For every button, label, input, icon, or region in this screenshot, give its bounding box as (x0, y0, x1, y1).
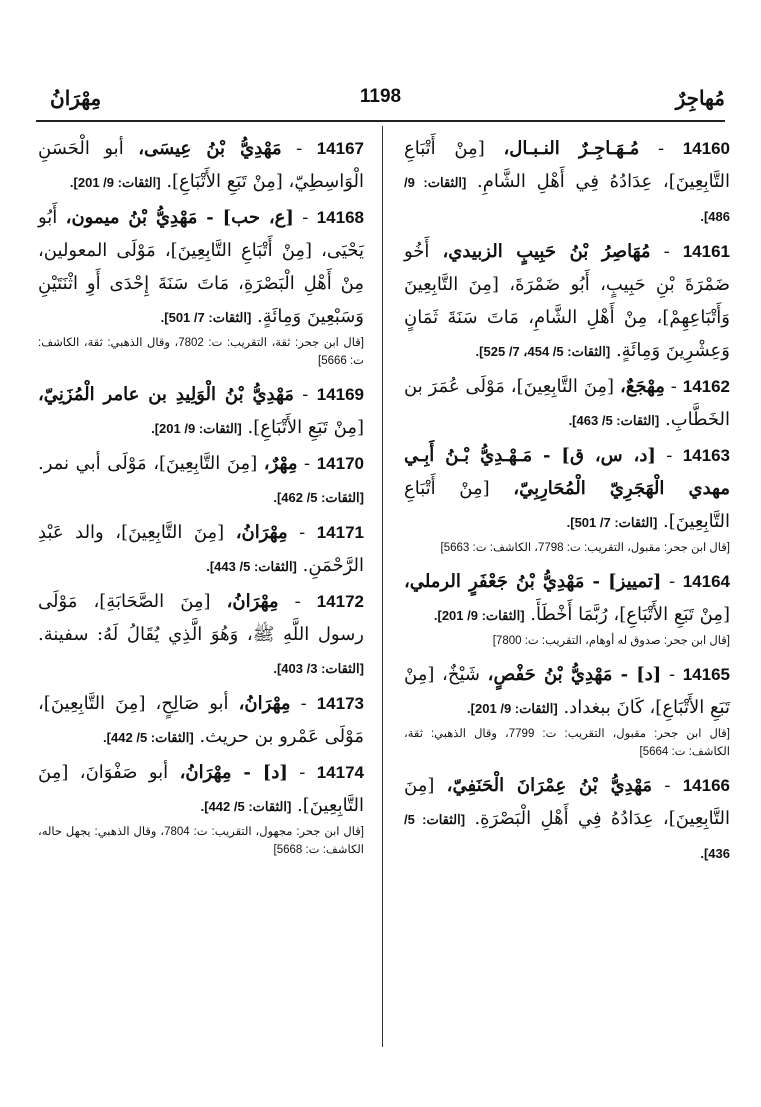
entry-source: [الثقات: 9/ 201]. (433, 608, 525, 623)
entry: 14160 - مُـهَـاجِـرٌ النـبـال، [مِنْ أَتْبَاعِ التَّابِعِينَ]، عِدَادُهُ فِي أَهْلِ الشَّامِ. [الثقات: 9/ 486]. (404, 138, 730, 224)
entry-number: 14165 (682, 665, 730, 684)
entry-text: [مِنْ تَبَعِ الأَتْبَاعِ]. (247, 417, 364, 438)
entry-name: [تمييز] - مَهْدِيُّ بْنُ جَعْفَرٍ الرملي، (404, 571, 662, 592)
entry-number: 14168 (316, 208, 364, 227)
entry-number: 14174 (316, 763, 364, 782)
header-right-word: مُهاجِرٌ (675, 86, 725, 110)
entry-name: [د] - مَهْدِيُّ بْنُ حَفْصٍ، (487, 664, 662, 685)
entry-text: أَبُو يَحْيَى، [مِنْ أَتْبَاعِ التَّابِعِينَ]، مَوْلَى المعولين، مِنْ أَهْلِ الْبَصْرَةِ، مَاتَ سَنَةَ إِحْدَى أَوِ اثْنَتَيْنِ وَسَبْعِينَ وَمِائَةٍ. (38, 207, 364, 327)
left-column (38, 132, 364, 867)
entry-text: [مِنْ أَتْبَاعِ التَّابِعِينَ]. (404, 478, 730, 532)
entry-name: [د، س، ق] - مَـهْـدِيُّ بْـنُ أَبِـي مهدي الْهَجَرِيّ الْمُحَارِبِيّ، (404, 445, 730, 499)
entry-text: [مِنَ التَّابِعِينَ]، والد عَبْدِ الرَّحْمَنِ. (38, 522, 364, 576)
header-rule (36, 120, 725, 122)
entry-source: [الثقات: 5/ 462]. (273, 490, 364, 505)
entry-number: 14166 (682, 776, 730, 795)
entry-name: مُـهَـاجِـرٌ النـبـال، (503, 138, 640, 159)
right-column (404, 132, 730, 872)
entry-text: أَخُو ضَمْرَةَ بْنِ حَبِيبٍ، أَبُو ضَمْرَةَ، [مِنَ التَّابِعِينَ وَأَتْبَاعِهِمْ]، مِنْ أَهْلِ الشَّامِ، مَاتَ سَنَةَ ثَمَانٍ وَعِشْرِينَ وَمِائَةٍ. (404, 241, 730, 361)
entry-text: شَيْخٌ، [مِنْ تَبَعِ الأَتْبَاعِ]، كَانَ ببغداد. (404, 664, 730, 718)
entry-text: [مِنَ التَّابِعِينَ]، مَوْلَى عُمَرَ بن الخَطَّابِ. (404, 376, 730, 430)
entry-number: 14170 (316, 454, 364, 473)
entry: 14164 - [تمييز] - مَهْدِيُّ بْنُ جَعْفَرٍ الرملي، [مِنْ تَبَعِ الأَتْبَاعِ]، رُبَّمَا أَخْطَأَ. [الثقات: 9/ 201]. (404, 571, 730, 625)
entry-name: مِهْرَانُ، (226, 591, 279, 612)
entry-text: [مِنَ الصَّحَابَةِ]، مَوْلَى رسول اللَّهِ ﷺ، وَهُوَ الَّذِي يُقَالُ لَهُ: سفينة. (38, 591, 364, 645)
entry: 14171 - مِهْرَانُ، [مِنَ التَّابِعِينَ]، والد عَبْدِ الرَّحْمَنِ. [الثقات: 5/ 443]. (38, 522, 364, 576)
entry-note: [قال ابن جحر: صدوق له أوهام، التقريب: ت: 7800] (492, 635, 730, 647)
entry-name: [ع، حب] - مَهْدِيُّ بْنُ ميمون، (65, 207, 294, 228)
entry: 14163 - [د، س، ق] - مَـهْـدِيُّ بْـنُ أَبِـي مهدي الْهَجَرِيّ الْمُحَارِبِيّ، [مِنْ أَتْبَاعِ التَّابِعِينَ]. [الثقات: 7/ 501]. (404, 445, 730, 532)
entry-source: [الثقات: 5/ 454، 7/ 525]. (475, 344, 611, 359)
entry: 14165 - [د] - مَهْدِيُّ بْنُ حَفْصٍ، شَيْخٌ، [مِنْ تَبَعِ الأَتْبَاعِ]، كَانَ ببغداد. [الثقات: 9/ 201]. (404, 664, 730, 718)
entry: 14169 - مَهْدِيُّ بْنُ الْوَلِيدِ بن عامر الْمُزَنِيّ، [مِنْ تَبَعِ الأَتْبَاعِ]. [الثقات: 9/ 201]. (38, 384, 365, 438)
entry: 14170 - مِهْرٌ، [مِنَ التَّابِعِينَ]، مَوْلَى أبي نمر. [الثقات: 5/ 462]. (38, 453, 364, 505)
entry: 14174 - [د] - مِهْرَانُ، أبو صَفْوَانَ، [مِنَ التَّابِعِينَ]. [الثقات: 5/ 442]. (38, 762, 364, 816)
entry-source: [الثقات: 9/ 201]. (467, 701, 558, 716)
entry-number: 14171 (316, 523, 364, 542)
entry-source: [الثقات: 5/ 436]. (404, 812, 730, 861)
entry-name: مِهْرٌ، (263, 453, 298, 474)
entry-name: مِهْجَعٌ، (619, 376, 665, 397)
entry-source: [الثقات: 5/ 442]. (103, 730, 194, 745)
entry-text: [مِنَ التَّابِعِينَ]، مَوْلَى أبي نمر. (38, 453, 258, 474)
entry-source: [الثقات: 3/ 403]. (273, 661, 364, 676)
column-divider (382, 126, 383, 1047)
entry: 14166 - مَهْدِيُّ بْنُ عِمْرَانَ الْحَنَفِيّ، [مِنَ التَّابِعِينَ]، عِدَادُهُ فِي أَهْلِ الْبَصْرَةِ. [الثقات: 5/ 436]. (404, 775, 730, 861)
entry-text: أبو الْحَسَنِ الْوَاسِطِيّ، [مِنْ تَبَعِ الأَتْبَاعِ]. (38, 138, 364, 192)
entry-number: 14161 (682, 242, 730, 261)
entry-name: مَهْدِيُّ بْنُ عِمْرَانَ الْحَنَفِيّ، (446, 775, 653, 796)
entry-name: مُهَاصِرُ بْنُ حَبِيبٍ الزبيدي، (442, 241, 651, 262)
entry-number: 14162 (682, 377, 731, 396)
entry: 14161 - مُهَاصِرُ بْنُ حَبِيبٍ الزبيدي، أَخُو ضَمْرَةَ بْنِ حَبِيبٍ، أَبُو ضَمْرَةَ، [مِنَ التَّابِعِينَ وَأَتْبَاعِهِمْ]، مِنْ أَهْلِ الشَّامِ، مَاتَ سَنَةَ ثَمَانٍ وَعِشْرِينَ وَمِائَةٍ. [الثقات: 5/ 454، 7/ 525]. (404, 241, 730, 361)
entry-name: مِهْرَانُ، (238, 693, 291, 714)
entry-name: مَهْدِيُّ بْنُ عِيسَى، (138, 138, 282, 159)
entry-number: 14163 (682, 446, 730, 465)
entry-source: [الثقات: 5/ 463]. (568, 413, 660, 428)
page-number: 1198 (359, 86, 402, 107)
entry-source: [الثقات: 5/ 443]. (206, 559, 297, 574)
entry-number: 14173 (316, 694, 364, 713)
entry-number: 14167 (316, 139, 364, 158)
entry-note: [قال ابن جحر: ثقة، التقريب: ت: 7802، وقال الذهبي: ثقة، الكاشف: ت: 5666] (38, 337, 364, 367)
entry-number: 14160 (682, 139, 730, 158)
entry-source: [الثقات: 7/ 501]. (566, 515, 658, 530)
entry-note: [قال ابن جحر: مجهول، التقريب: ت: 7804، وقال الذهبي: يجهل حاله، الكاشف: ت: 5668] (38, 826, 364, 856)
entry-number: 14164 (682, 572, 730, 591)
entry-text: [مِنْ تَبَعِ الأَتْبَاعِ]، رُبَّمَا أَخْطَأَ. (530, 604, 730, 625)
entry-source: [الثقات: 9/ 201]. (151, 421, 242, 436)
entry-text: [مِنَ التَّابِعِينَ]، عِدَادُهُ فِي أَهْلِ الْبَصْرَةِ. (404, 775, 730, 829)
entry-name: مِهْرَانُ، (235, 522, 288, 543)
entry: 14168 - [ع، حب] - مَهْدِيُّ بْنُ ميمون، أَبُو يَحْيَى، [مِنْ أَتْبَاعِ التَّابِعِينَ]، مَوْلَى المعولين، مِنْ أَهْلِ الْبَصْرَةِ، مَاتَ سَنَةَ إِحْدَى أَوِ اثْنَتَيْنِ وَسَبْعِينَ وَمِائَةٍ. [الثقات: 7/ 501]. (38, 207, 364, 327)
entry-source: [الثقات: 7/ 501]. (160, 310, 252, 325)
entry: 14173 - مِهْرَانُ، أبو صَالِحٍ، [مِنَ التَّابِعِينَ]، مَوْلَى عَمْرو بن حريث. [الثقات: 5/ 442]. (38, 693, 364, 747)
entry-number: 14169 (316, 385, 365, 404)
entry: 14172 - مِهْرَانُ، [مِنَ الصَّحَابَةِ]، مَوْلَى رسول اللَّهِ ﷺ، وَهُوَ الَّذِي يُقَالُ لَهُ: سفينة. [الثقات: 3/ 403]. (38, 591, 364, 676)
entry-note: [قال ابن جحر: مقبول، التقريب: ت: 7798، الكاشف: ت: 5663] (440, 542, 730, 554)
entry-text: أبو صَالِحٍ، [مِنَ التَّابِعِينَ]، مَوْلَى عَمْرو بن حريث. (38, 693, 364, 747)
entry-note: [قال ابن جحر: مقبول، التقريب: ت: 7799، وقال الذهبي: ثقة، الكاشف: ت: 5664] (404, 728, 730, 758)
entry-source: [الثقات: 5/ 442]. (200, 799, 292, 814)
entry-name: [د] - مِهْرَانُ، (179, 762, 288, 783)
page-header (36, 84, 725, 114)
entry: 14162 - مِهْجَعٌ، [مِنَ التَّابِعِينَ]، مَوْلَى عُمَرَ بن الخَطَّابِ. [الثقات: 5/ 463]. (404, 376, 731, 430)
entry-source: [الثقات: 9/ 201]. (69, 175, 161, 190)
entry-number: 14172 (316, 592, 364, 611)
entry-text: [مِنْ أَتْبَاعِ التَّابِعِينَ]، عِدَادُهُ فِي أَهْلِ الشَّامِ. (404, 138, 730, 192)
entry-name: مَهْدِيُّ بْنُ الْوَلِيدِ بن عامر الْمُزَنِيّ، (38, 384, 294, 405)
header-left-word: مِهْرَانُ (50, 86, 102, 110)
entry: 14167 - مَهْدِيُّ بْنُ عِيسَى، أبو الْحَسَنِ الْوَاسِطِيّ، [مِنْ تَبَعِ الأَتْبَاعِ]. [الثقات: 9/ 201]. (38, 138, 364, 192)
entry-text: أبو صَفْوَانَ، [مِنَ التَّابِعِينَ]. (38, 762, 364, 816)
entry-source: [الثقات: 9/ 486]. (404, 175, 730, 224)
